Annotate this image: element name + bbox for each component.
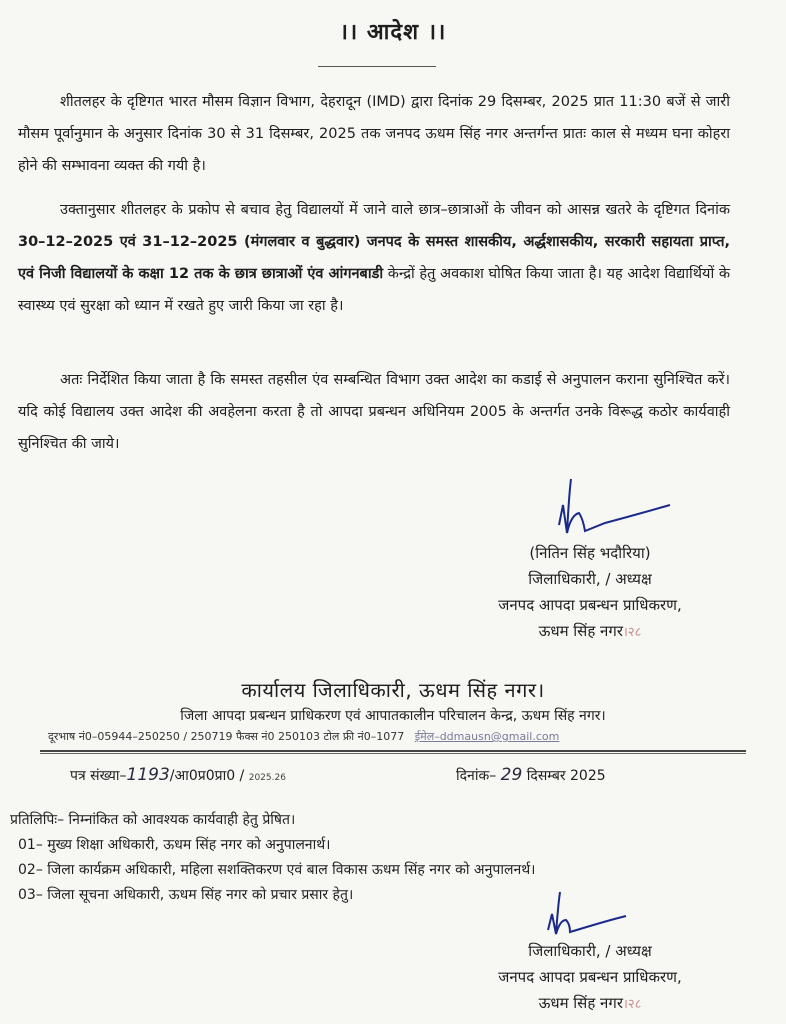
copy-heading: प्रतिलिपिः– निम्नांकित को आवश्यक कार्यवाही हेतु प्रेषित।	[10, 812, 296, 828]
date-day: 29	[500, 765, 523, 785]
paragraph-weather-forecast: शीतलहर के दृष्टिगत भारत मौसम विज्ञान विभाग, देहरादून (IMD) द्वारा दिनांक 29 दिसम्बर, 2025 प्रात 11:30 बजें से जारी मौसम पूर्वानुमान के अनुसार दिनांक 30 से 31 दिसम्बर, 2025 तक जनपद ऊधम सिंह नगर अन्तर्गन्त प्रातः काल से मध्यम घना कोहरा होने की सम्भावना व्यक्त की गयी है।	[18, 94, 731, 174]
reference-year: 2025.26	[248, 773, 286, 783]
signatory-place: ऊधम सिंह नगर	[538, 622, 623, 640]
title-underline	[318, 66, 436, 67]
date-label: दिनांक–	[456, 768, 497, 784]
header-divider-thin	[40, 753, 746, 754]
copy-signatory-place: ऊधम सिंह नगर	[538, 994, 623, 1012]
holiday-text-end: केन्द्रों हेतु अवकाश घोषित किया जाता है। यह आदेश विद्यार्थियों के स्वास्थ्य एवं सुरक्षा को ध्यान में रखते हुए जारी किया जा रहा है।	[18, 266, 730, 314]
contact-email[interactable]: ईमेल–ddmausn@gmail.com	[414, 730, 560, 743]
copy-item: 03– जिला सूचना अधिकारी, ऊधम सिंह नगर को प्रचार प्रसार हेतु।	[18, 887, 354, 903]
office-title: कार्यालय जिलाधिकारी, ऊधम सिंह नगर।	[241, 678, 545, 702]
reference-row	[70, 765, 760, 785]
header-divider	[40, 750, 746, 752]
reference-number: 1193	[126, 765, 170, 785]
signatory-place-line	[440, 618, 740, 646]
reference-office-code: /आ0प्र0प्रा0 /	[169, 768, 245, 784]
copy-item: 01– मुख्य शिक्षा अधिकारी, ऊधम सिंह नगर को अनुपालनार्थ।	[18, 837, 331, 853]
paragraph-compliance-directive: अतः निर्देशित किया जाता है कि समस्त तहसील एंव सम्बन्धित विभाग उक्त आदेश का कडाई से अनुपालन कराना सुनिश्चित करें। यदि कोई विद्यालय उक्त आदेश की अवहेलना करता है तो आपदा प्रबन्धन अधिनियम 2005 के अन्तर्गत उनके विरूद्ध कठोर कार्यवाही सुनिश्चित की जाये।	[18, 372, 730, 452]
order-title: ।। आदेश ।।	[339, 20, 447, 45]
reference-label: पत्र संख्या–	[70, 768, 127, 784]
signatory-name: (नितिन सिंह भदौरिया)	[529, 544, 651, 562]
copy-signatory-authority: जनपद आपदा प्रबन्धन प्राधिकरण,	[498, 968, 682, 986]
holiday-text-bold: 30–12–2025 एवं 31–12–2025 (मंगलवार व बुद्धवार) जनपद के समस्त शासकीय, अर्द्धशासकीय, सरकारी सहायता प्राप्त, एवं निजी विद्यालयों के कक्षा 12 तक के छात्र छात्राओं एंव आंगनबाडी	[18, 234, 730, 282]
office-contact	[48, 729, 748, 744]
signatory-designation: जिलाधिकारी, / अध्यक्ष	[528, 570, 652, 588]
copy-signatory-place-line	[440, 990, 740, 1018]
signatory-authority: जनपद आपदा प्रबन्धन प्राधिकरण,	[498, 596, 682, 614]
holiday-text-intro: उक्तानुसार शीतलहर के प्रकोप से बचाव हेतु विद्यालयों में जाने वाले छात्र–छात्राओं के जीवन को आसन्न खतरे के दृष्टिगत दिनांक	[60, 202, 730, 218]
copy-signatory-designation: जिलाधिकारी, / अध्यक्ष	[528, 942, 652, 960]
date-month-year: दिसम्बर 2025	[526, 768, 606, 784]
contact-numbers: दूरभाष नं0–05944–250250 / 250719 फैक्स नं0 250103 टोल फ्री नं0–1077	[48, 730, 405, 743]
paragraph-holiday-declaration	[18, 194, 730, 322]
copy-signature-block	[440, 938, 740, 1018]
office-subtitle: जिला आपदा प्रबन्धन प्राधिकरण एवं आपातकालीन परिचालन केन्द्र, ऊधम सिंह नगर।	[180, 708, 606, 724]
handwritten-mark: ।२८	[622, 625, 642, 640]
order-signature-block	[440, 540, 740, 646]
copy-item: 02– जिला कार्यक्रम अधिकारी, महिला सशक्तिकरण एवं बाल विकास ऊधम सिंह नगर को अनुपालनर्थ।	[18, 862, 536, 878]
reference-date	[456, 765, 606, 785]
copy-handwritten-mark: ।२८	[622, 997, 642, 1012]
